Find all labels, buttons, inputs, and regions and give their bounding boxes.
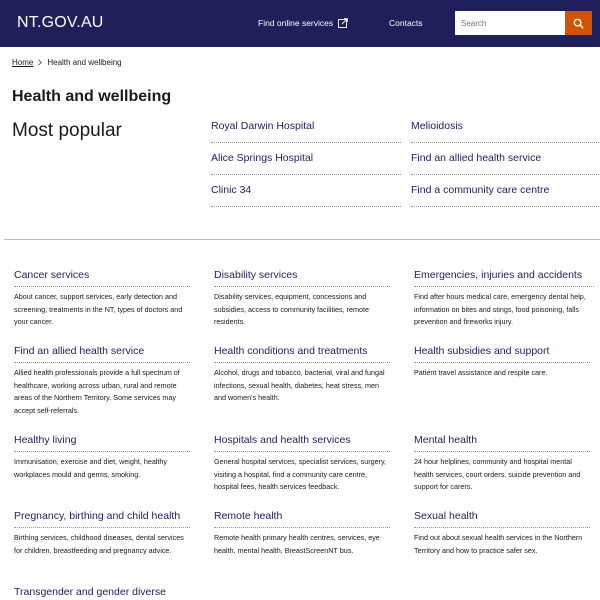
popular-link-alice-springs-hospital[interactable]: Alice Springs Hospital: [211, 147, 401, 175]
popular-link-royal-darwin-hospital[interactable]: Royal Darwin Hospital: [211, 115, 401, 143]
external-link-icon: [338, 18, 348, 28]
breadcrumb-current: Health and wellbeing: [47, 58, 122, 67]
card-mental-health: [414, 434, 590, 494]
breadcrumb: [12, 58, 122, 67]
card-remote-health: [214, 510, 390, 557]
most-popular-heading: Most popular: [12, 120, 122, 141]
popular-link-melioidosis[interactable]: Melioidosis: [411, 115, 600, 143]
card-title[interactable]: Pregnancy, birthing and child health: [14, 510, 190, 528]
site-header: [0, 0, 600, 47]
card-pregnancy: [14, 510, 190, 557]
card-description: About cancer, support services, early detection and screening, treatments in the NT, types of doctors and your cancer.: [14, 292, 183, 326]
card-transgender: [14, 586, 190, 600]
card-find-allied-health: [14, 345, 190, 417]
breadcrumb-home[interactable]: Home: [12, 58, 34, 67]
chevron-right-icon: [37, 59, 43, 66]
card-title[interactable]: Sexual health: [414, 510, 590, 528]
nav-find-online-services[interactable]: [258, 18, 348, 28]
popular-link-clinic-34[interactable]: Clinic 34: [211, 179, 401, 207]
card-emergencies: [414, 269, 594, 329]
card-hospitals: [214, 434, 390, 494]
card-description: Remote health primary health centres, services, eye health, mental health, BreastScreenNT bus.: [214, 533, 380, 555]
card-description: Disability services, equipment, concessions and subsidies, access to community facilities, remote residents.: [214, 292, 369, 326]
card-title[interactable]: Healthy living: [14, 434, 190, 452]
card-description: Find after hours medical care, emergency dental help, information on bites and stings, food poisoning, falls prevention and fireworks injury.: [414, 292, 586, 326]
card-title[interactable]: Health subsidies and support: [414, 345, 590, 363]
card-description: Allied health professionals provide a full spectrum of healthcare, working across urban, rural and remote areas of the Northern Territory. Some services may accept self-referrals.: [14, 368, 180, 415]
search-button[interactable]: [565, 11, 592, 35]
card-title[interactable]: Disability services: [214, 269, 390, 287]
card-sexual-health: [414, 510, 590, 557]
card-title[interactable]: Hospitals and health services: [214, 434, 390, 452]
page-title: Health and wellbeing: [12, 88, 172, 105]
card-title[interactable]: Remote health: [214, 510, 390, 528]
card-description: Immunisation, exercise and diet, weight, healthy workplaces mould and germs, smoking.: [14, 457, 168, 479]
card-description: Find out about sexual health services in the Northern Territory and how to practice safer sex.: [414, 533, 583, 555]
nav-contacts-label: Contacts: [389, 18, 423, 28]
popular-link-find-allied-health[interactable]: Find an allied health service: [411, 147, 600, 175]
card-description: Patient travel assistance and respite care.: [414, 368, 548, 377]
nav-contacts[interactable]: [389, 18, 423, 28]
search-icon: [573, 18, 584, 29]
card-title[interactable]: Mental health: [414, 434, 590, 452]
card-title[interactable]: Transgender and gender diverse: [14, 586, 190, 600]
card-description: General hospital services, specialist services, surgery, visiting a hospital, find a community care centre, hospital fees, health services feedback.: [214, 457, 387, 491]
search-input[interactable]: [455, 11, 565, 35]
card-description: Birthing services, childhood diseases, dental services for children, breastfeeding and pregnancy advice.: [14, 533, 184, 555]
nav-find-online-services-label: Find online services: [258, 18, 334, 28]
site-logo[interactable]: NT.GOV.AU: [17, 14, 104, 31]
card-health-conditions: [214, 345, 390, 405]
popular-link-community-care-centre[interactable]: Find a community care centre: [411, 179, 600, 207]
card-title[interactable]: Find an allied health service: [14, 345, 190, 363]
card-health-subsidies: [414, 345, 590, 380]
card-title[interactable]: Emergencies, injuries and accidents: [414, 269, 594, 287]
card-disability-services: [214, 269, 390, 329]
card-description: Alcohol, drugs and tobacco, bacterial, viral and fungal infections, sexual health, diabetes, heat stress, men and women's health.: [214, 368, 385, 402]
card-title[interactable]: Health conditions and treatments: [214, 345, 390, 363]
card-healthy-living: [14, 434, 190, 481]
card-description: 24 hour helplines, community and hospital mental health services, court orders, suicide prevention and support for carers.: [414, 457, 581, 491]
card-cancer-services: [14, 269, 190, 329]
section-divider: [4, 239, 600, 240]
card-title[interactable]: Cancer services: [14, 269, 190, 287]
